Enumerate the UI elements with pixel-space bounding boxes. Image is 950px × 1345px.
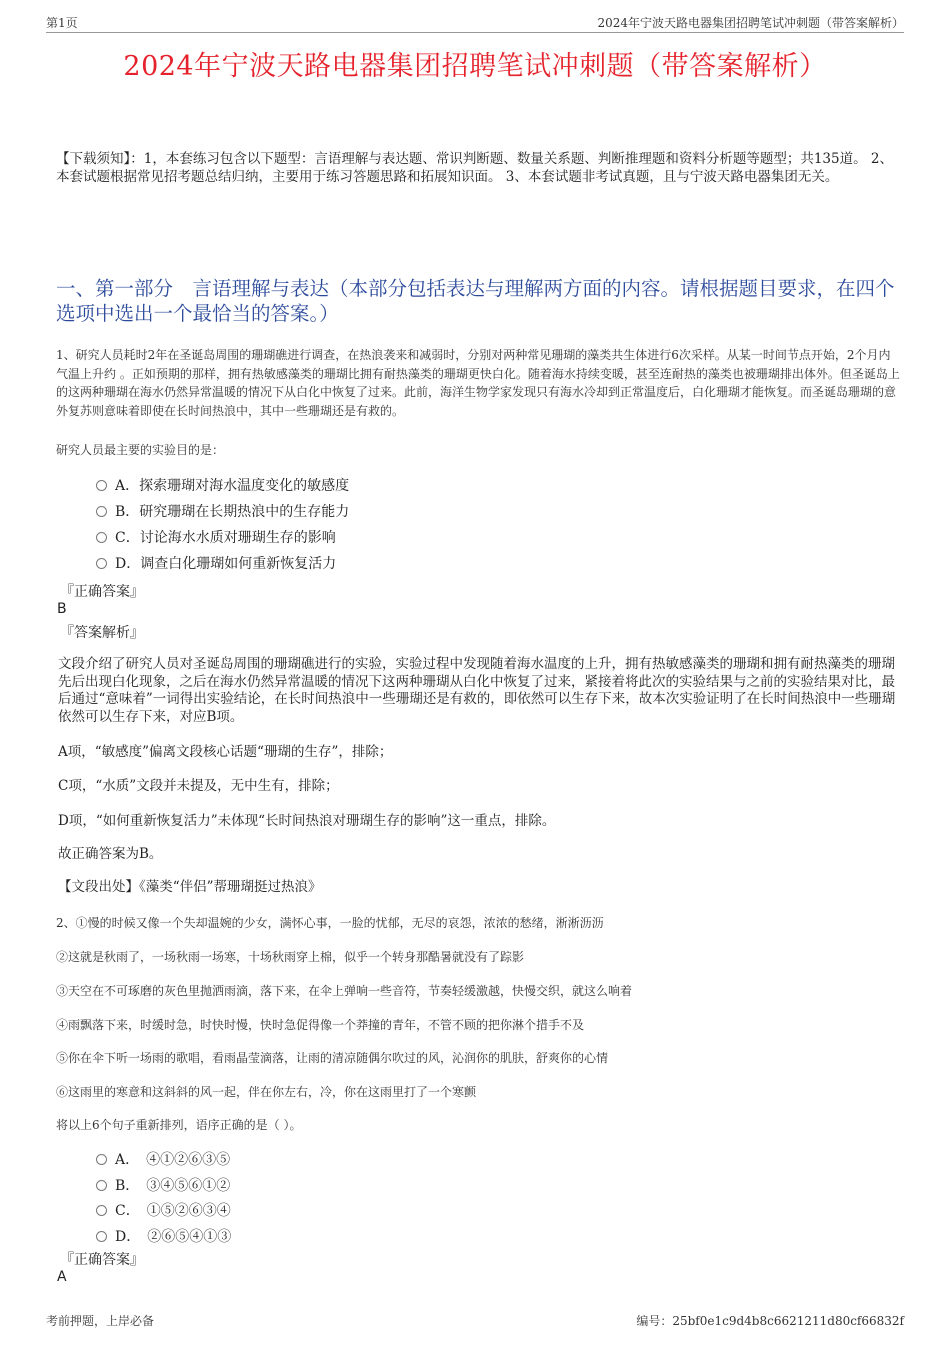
- radio-icon[interactable]: [96, 558, 107, 569]
- radio-icon[interactable]: [96, 1180, 107, 1191]
- q1-conclusion: 故正确答案为B。: [58, 846, 163, 862]
- q1-answer-label: 『正确答案』: [60, 584, 144, 600]
- download-notice: 【下载须知】：1，本套练习包含以下题型：言语理解与表达题、常识判断题、数量关系题、判断推理题和资料分析题等题型；共135道。 2、本套试题根据常见招考题总结归纳，主要用于练习答题思路和拓展知识面。 3、本套试题非考试真题，且与宁波天路电器集团无关。: [56, 151, 893, 185]
- page-number: 第1页: [46, 16, 78, 30]
- q2-line-3: ③天空在不可琢磨的灰色里抛洒雨滴，落下来，在伞上弹响一些音符，节奏轻缓激越，快慢交织，就这么响着: [56, 984, 633, 998]
- q2-option-b[interactable]: [96, 1176, 230, 1196]
- radio-icon[interactable]: [96, 1231, 107, 1242]
- q1-option-d-label: D．调查白化珊瑚如何重新恢复活力: [115, 556, 337, 572]
- q1-note-d: D项，“如何重新恢复活力”未体现“长时间热浪对珊瑚生存的影响”这一重点，排除。: [58, 813, 556, 829]
- footer-doc-id: 编号：25bf0e1c9d4b8c6621211d80cf66832f: [636, 1314, 904, 1328]
- q1-option-b[interactable]: [96, 502, 349, 522]
- q1-option-a[interactable]: [96, 476, 349, 496]
- q2-line-6: ⑥这雨里的寒意和这斜斜的风一起，伴在你左右，冷，你在这雨里打了一个寒颤: [56, 1085, 477, 1099]
- radio-icon[interactable]: [96, 506, 107, 517]
- q2-option-c-label: C． ①⑤②⑥③④: [115, 1203, 231, 1219]
- q2-question: 将以上6个句子重新排列，语序正确的是（ ）。: [56, 1118, 302, 1132]
- q1-option-b-label: B．研究珊瑚在长期热浪中的生存能力: [115, 504, 350, 520]
- q2-option-d-label: D． ②⑥⑤④①③: [115, 1229, 232, 1245]
- section-heading: 一、第一部分 言语理解与表达（本部分包括表达与理解两方面的内容。请根据题目要求，在四个选项中选出一个最恰当的答案。）: [56, 277, 895, 325]
- q2-line-2: ②这就是秋雨了，一场秋雨一场寒，十场秋雨穿上棉，似乎一个转身那酷暑就没有了踪影: [56, 950, 525, 964]
- q2-answer: A: [57, 1269, 67, 1285]
- q1-source: 【文段出处】《藻类“伴侣”帮珊瑚挺过热浪》: [58, 879, 322, 895]
- q1-option-c-label: C．讨论海水水质对珊瑚生存的影响: [115, 530, 336, 546]
- footer-slogan: 考前押题，上岸必备: [46, 1314, 155, 1328]
- q2-option-c[interactable]: [96, 1201, 231, 1221]
- q2-answer-label: 『正确答案』: [60, 1252, 144, 1268]
- q1-answer: B: [57, 601, 67, 617]
- q2-option-d[interactable]: [96, 1227, 231, 1247]
- radio-icon[interactable]: [96, 1205, 107, 1216]
- q2-option-a[interactable]: [96, 1150, 230, 1170]
- q1-question: 研究人员最主要的实验目的是：: [56, 443, 225, 457]
- q2-line-5: ⑤你在伞下听一场雨的歌唱，看雨晶莹滴落，让雨的清凉随偶尔吹过的风，沁润你的肌肤，舒爽你的心情: [56, 1051, 609, 1065]
- q1-option-d[interactable]: [96, 554, 336, 574]
- q1-note-c: C项，“水质”文段并未提及，无中生有，排除；: [58, 778, 339, 794]
- q1-analysis: 文段介绍了研究人员对圣诞岛周围的珊瑚礁进行的实验，实验过程中发现随着海水温度的上升，拥有热敏感藻类的珊瑚和拥有耐热藻类的珊瑚先后出现白化现象，之后在海水仍然异常温暖的情况下这两种珊瑚从白化中恢复了过来，紧接着将此次的实验结果与之前的实验结果对比，最后通过“意味着”一词得出实验结论，在长时间热浪中一些珊瑚还是有救的，即依然可以生存下来，故本次实验证明了在长时间热浪中一些珊瑚依然可以生存下来，对应B项。: [58, 656, 896, 725]
- header-doc-title: 2024年宁波天路电器集团招聘笔试冲刺题（带答案解析）: [597, 16, 904, 30]
- q1-analysis-label: 『答案解析』: [60, 625, 144, 641]
- q1-stem: 1、研究人员耗时2年在圣诞岛周围的珊瑚礁进行调查，在热浪袭来和减弱时，分别对两种常见珊瑚的藻类共生体进行6次采样。从某一时间节点开始，2个月内气温上升约 。正如预期的那样，拥有热敏感藻类的珊瑚比拥有耐热藻类的珊瑚更快白化。随着海水持续变暖，甚至连耐热的藻类也被珊瑚排出体外。但圣诞岛上的这两种珊瑚在海水仍然异常温暖的情况下从白化中恢复了过来。此前，海洋生物学家发现只有海水冷却到正常温度后，白化珊瑚才能恢复。而圣诞岛珊瑚的意外复苏则意味着即使在长时间热浪中，其中一些珊瑚还是有救的。: [56, 348, 900, 418]
- radio-icon[interactable]: [96, 480, 107, 491]
- q2-option-b-label: B． ③④⑤⑥①②: [115, 1178, 231, 1194]
- q2-line-4: ④雨飘落下来，时缓时急，时快时慢，快时急促得像一个莽撞的青年，不管不顾的把你淋个措手不及: [56, 1018, 585, 1032]
- q1-option-a-label: A．探索珊瑚对海水温度变化的敏感度: [115, 478, 350, 494]
- radio-icon[interactable]: [96, 1154, 107, 1165]
- radio-icon[interactable]: [96, 532, 107, 543]
- q1-note-a: A项，“敏感度”偏离文段核心话题“珊瑚的生存”，排除；: [58, 744, 393, 760]
- page-header: [46, 14, 904, 33]
- page-title: 2024年宁波天路电器集团招聘笔试冲刺题（带答案解析）: [123, 51, 827, 82]
- q2-stem: 2、①慢的时候又像一个失却温婉的少女，满怀心事，一脸的忧郁，无尽的哀怨，浓浓的愁绪，淅淅沥沥: [56, 916, 604, 930]
- q2-option-a-label: A． ④①②⑥③⑤: [115, 1152, 231, 1168]
- q1-option-c[interactable]: [96, 528, 336, 548]
